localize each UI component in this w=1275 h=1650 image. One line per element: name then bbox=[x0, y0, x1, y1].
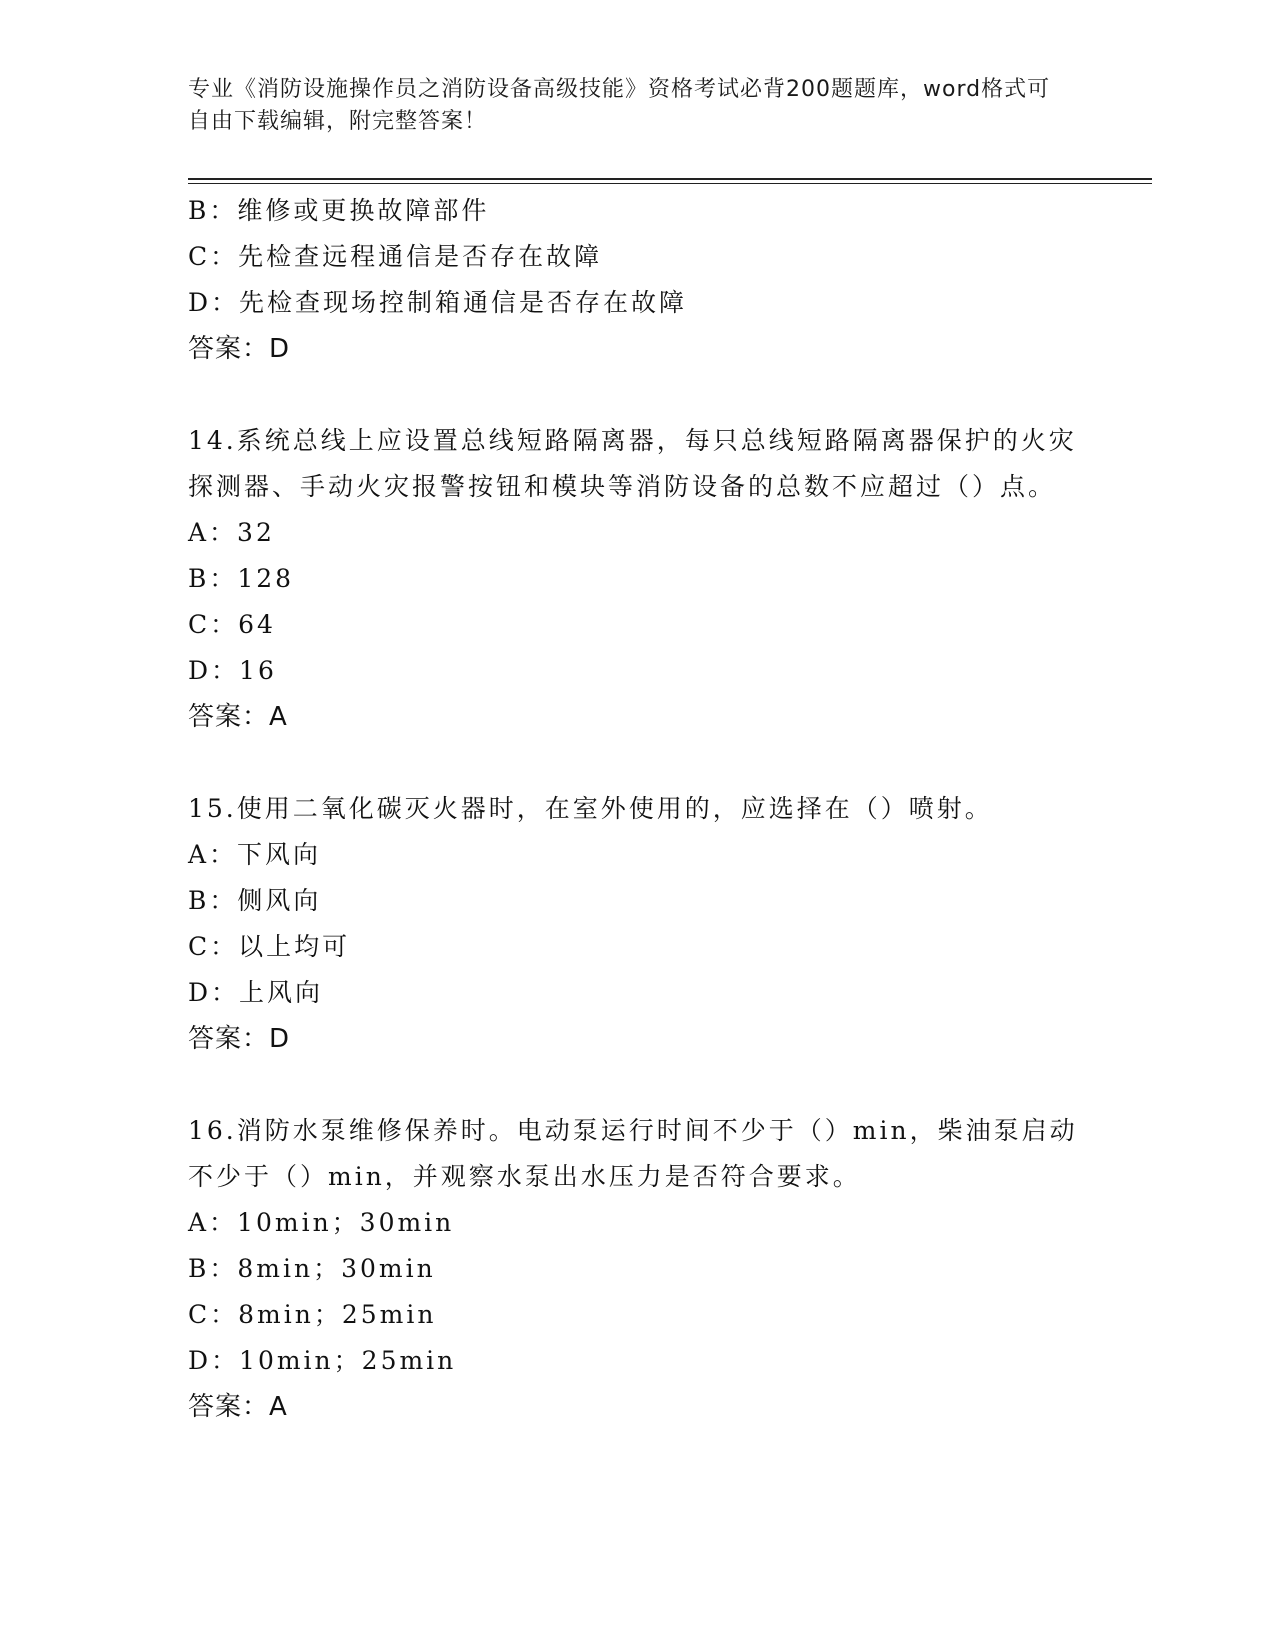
option-c: C：8min；25min bbox=[188, 1300, 437, 1329]
question-block-16 bbox=[188, 1108, 1088, 1430]
option-b: B：8min；30min bbox=[188, 1254, 436, 1283]
answer-label: 答案：D bbox=[188, 1024, 291, 1054]
spacer bbox=[188, 740, 1088, 786]
header-divider-thick bbox=[188, 178, 1152, 180]
option-a: A：10min；30min bbox=[188, 1208, 455, 1237]
option-c: C：先检查远程通信是否存在故障 bbox=[188, 242, 603, 271]
option-d: D：10min；25min bbox=[188, 1346, 457, 1375]
option-c: C：以上均可 bbox=[188, 932, 351, 961]
question-stem: 14.系统总线上应设置总线短路隔离器，每只总线短路隔离器保护的火灾探测器、手动火灾报警按钮和模块等消防设备的总数不应超过（）点。 bbox=[188, 426, 1077, 501]
answer-label: 答案：A bbox=[188, 1392, 288, 1422]
question-block-15 bbox=[188, 786, 1088, 1062]
option-d: D：先检查现场控制箱通信是否存在故障 bbox=[188, 288, 688, 317]
question-block-14 bbox=[188, 418, 1088, 740]
option-a: A：下风向 bbox=[188, 840, 322, 869]
document-header: 专业《消防设施操作员之消防设备高级技能》资格考试必背200题题库，word格式可自由下载编辑，附完整答案！ bbox=[188, 77, 1051, 134]
option-a: A：32 bbox=[188, 518, 275, 547]
option-b: B：侧风向 bbox=[188, 886, 322, 915]
answer-label: 答案：A bbox=[188, 702, 288, 732]
spacer bbox=[188, 372, 1088, 418]
option-b: B：维修或更换故障部件 bbox=[188, 196, 490, 225]
question-list bbox=[188, 188, 1088, 1430]
header-divider-thin bbox=[188, 183, 1152, 184]
answer-label: 答案：D bbox=[188, 334, 291, 364]
question-stem: 15.使用二氧化碳灭火器时，在室外使用的，应选择在（）喷射。 bbox=[188, 794, 993, 823]
option-d: D：16 bbox=[188, 656, 277, 685]
question-block-13 bbox=[188, 188, 1088, 372]
spacer bbox=[188, 1062, 1088, 1108]
option-c: C：64 bbox=[188, 610, 276, 639]
question-stem: 16.消防水泵维修保养时。电动泵运行时间不少于（）min，柴油泵启动不少于（）min，并观察水泵出水压力是否符合要求。 bbox=[188, 1116, 1078, 1191]
option-d: D：上风向 bbox=[188, 978, 324, 1007]
option-b: B：128 bbox=[188, 564, 295, 593]
